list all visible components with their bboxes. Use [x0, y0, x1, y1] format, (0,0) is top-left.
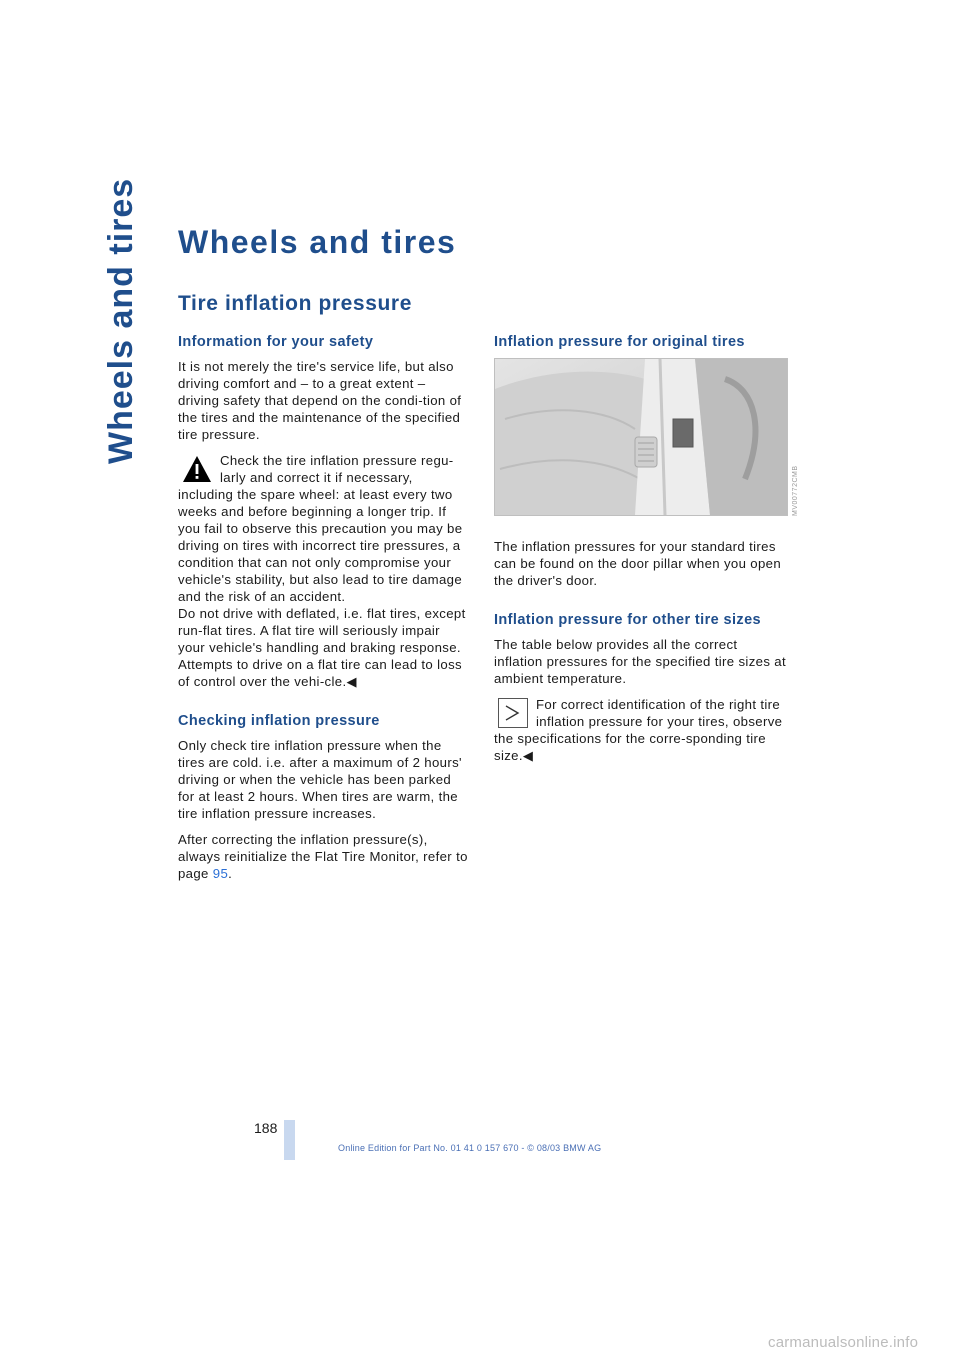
safety-heading: Information for your safety: [178, 334, 374, 350]
photo-code-text: MV00772CMB: [792, 465, 799, 516]
watermark: carmanualsonline.info: [768, 1334, 919, 1351]
door-pillar-photo: [494, 358, 788, 516]
page-95-link[interactable]: 95: [212, 866, 229, 881]
footer-bar: [284, 1120, 295, 1160]
page-number: 188: [254, 1120, 278, 1136]
right-column: [494, 334, 786, 773]
left-column: [178, 334, 470, 891]
section-title: Tire inflation pressure: [178, 292, 412, 315]
safety-intro: It is not merely the tire's service life, but also driving comfort and – to a great extent – driving safety that depend on the condi-tion of the tires and the maintenance of the specified tire pressure.: [178, 359, 462, 442]
other-heading: Inflation pressure for other tire sizes: [494, 612, 761, 628]
checking-paragraph-2-end: .: [228, 866, 233, 881]
side-tab-label: Wheels and tires: [102, 177, 140, 464]
safety-warning: [178, 452, 470, 690]
checking-paragraph-2-text: After correcting the inflation pressure(s), always reinitialize the Flat Tire Monitor, refer to page: [178, 832, 468, 881]
other-text: The table below provides all the correct inflation pressures for the specified tire sizes at ambient temperature.: [494, 637, 786, 686]
safety-warning-text: Check the tire inflation pressure regu-larly and correct it if necessary, including the spare wheel: at least every two weeks and before beginning a longer trip. If you fail to observe this precaution you may be driving on tires with incorrect tire pressures, a condition that can not only compromise your vehicle's stability, but also lead to tire damage and the risk of an accident.: [178, 453, 463, 604]
original-heading: Inflation pressure for original tires: [494, 334, 745, 350]
other-note-text: For correct identification of the right tire inflation pressure for your tires, observe the specifications for the corre-sponding tire size.◀: [494, 697, 783, 763]
page-title: Wheels and tires: [178, 224, 457, 260]
photo-code: [792, 456, 802, 516]
other-note: [494, 696, 786, 764]
checking-heading: Checking inflation pressure: [178, 713, 380, 729]
edition-line: Online Edition for Part No. 01 41 0 157 670 - © 08/03 BMW AG: [338, 1143, 602, 1153]
warning-triangle-icon: [182, 454, 212, 484]
checking-paragraph-1: Only check tire inflation pressure when the tires are cold. i.e. after a maximum of 2 hours' driving or when the vehicle has been parked for at least 2 hours. When tires are warm, the tire inflation pressure increases.: [178, 738, 462, 821]
original-text: The inflation pressures for your standard tires can be found on the door pillar when you open the driver's door.: [494, 539, 782, 588]
checking-paragraph-2: [178, 831, 470, 882]
note-corner-icon: [498, 698, 528, 728]
side-tab: [96, 177, 160, 472]
safety-warning-text-2: Do not drive with deflated, i.e. flat tires, except run-flat tires. A flat tire will seriously impair your vehicle's handling and braking response. Attempts to drive on a flat tire can lead to loss of control over the vehi-cle.◀: [178, 606, 466, 689]
